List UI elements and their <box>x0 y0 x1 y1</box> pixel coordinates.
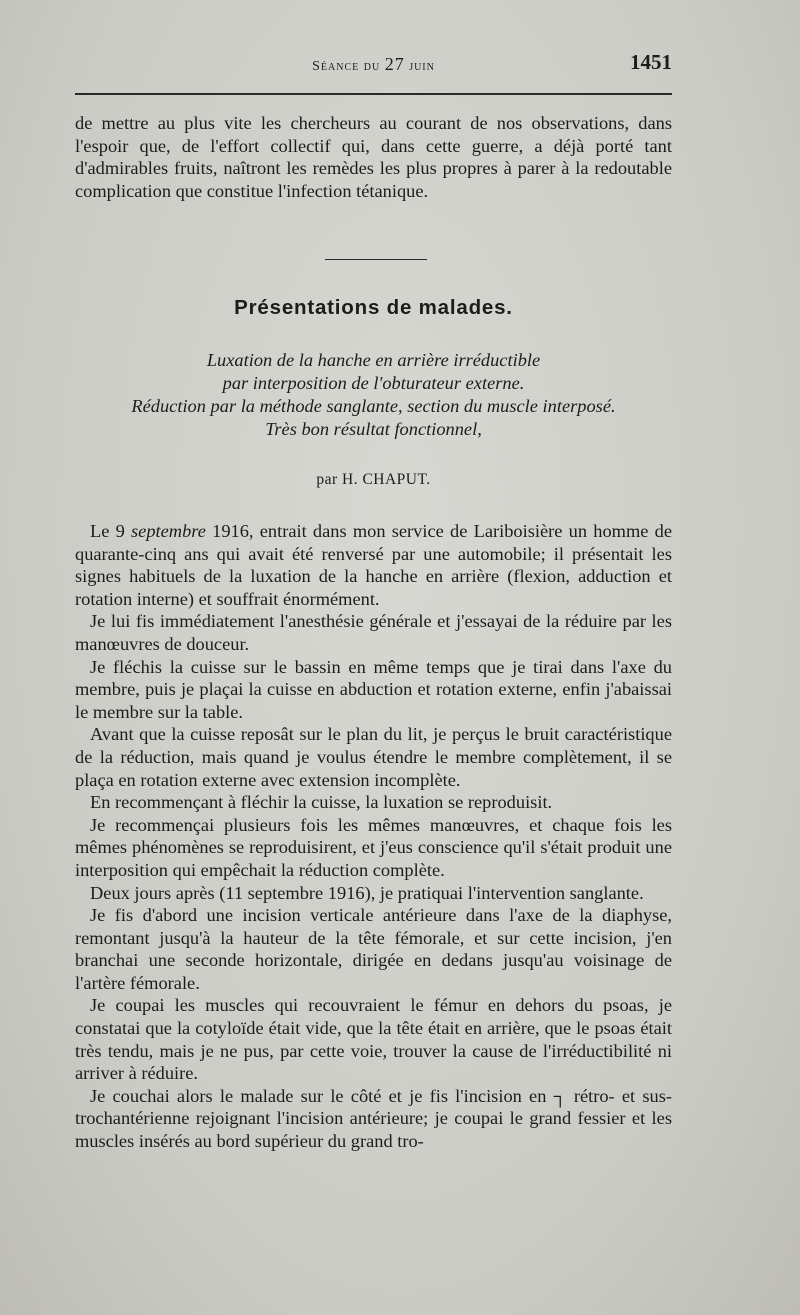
page-number: 1451 <box>630 50 672 74</box>
paragraph-1-month: septembre <box>131 521 206 541</box>
paragraph-3: Je fléchis la cuisse sur le bassin en même temps que je tirai dans l'axe du membre, puis je plaçai la cuisse en abduction et rotation externe, enfin j'abaissai le membre sur la table. <box>75 656 672 722</box>
article-title-line-1: Luxation de la hanche en arrière irréductible <box>206 350 541 370</box>
running-head-date: 27 <box>384 54 405 74</box>
article-title-line-2: par interposition de l'obturateur externe. <box>222 373 525 393</box>
paragraph-1-rest: 1916, entrait dans mon service de Lariboisière un homme de quarante-cinq ans qui avait été renversé par une automobile; il présentait les signes habituels de la luxation de la hanche en arrière (flexion, adduction et rotation interne) et souffrait énormément. <box>75 521 672 609</box>
running-head <box>75 54 672 75</box>
article-title <box>75 349 672 441</box>
page-header <box>75 50 672 80</box>
paragraph-2: Je lui fis immédiatement l'anesthésie générale et j'essayai de la réduire par les manœuvres de douceur. <box>75 611 672 654</box>
section-title: Présentations de malades. <box>234 296 513 319</box>
paragraph-10: Je couchai alors le malade sur le côté et je fis l'incision en ┐ rétro- et sus-trochantérienne rejoignant l'incision antérieure; je coupai le grand fessier et les muscles insérés au bord supérieur du grand tro- <box>75 1085 672 1152</box>
paragraph-6: Je recommençai plusieurs fois les mêmes manœuvres, et chaque fois les mêmes phénomènes se reproduisirent, et j'eus conscience qu'il s'était produit une interposition qui empêchait la réduction complète. <box>75 814 672 880</box>
article-title-line-4: Très bon résultat fonctionnel, <box>265 419 482 439</box>
section-separator <box>325 259 427 260</box>
paragraph-7: Deux jours après (11 septembre 1916), je pratiquai l'intervention sanglante. <box>90 882 644 903</box>
byline: par H. CHAPUT. <box>316 471 431 488</box>
paragraph-1 <box>75 520 672 610</box>
paragraph-9: Je coupai les muscles qui recouvraient le fémur en dehors du psoas, je constatai que la cotyloïde était vide, que la tête était en arrière, que le psoas était très tendu, mais je ne pus, par cette voie, trouver la cause de l'irréductibilité ni arriver à réduire. <box>75 995 672 1084</box>
continuation-paragraph <box>75 112 672 202</box>
header-rule <box>75 93 672 95</box>
paragraph-5: En recommençant à fléchir la cuisse, la luxation se reproduisit. <box>90 792 553 813</box>
continuation-text: de mettre au plus vite les chercheurs au courant de nos observations, dans l'espoir que, de l'effort collectif qui, dans cette guerre, a déjà porté tant d'admirables fruits, naîtront les remèdes les plus propres à parer à la redoutable complication que constitue l'infection tétanique. <box>75 113 672 201</box>
article-body <box>75 520 672 1153</box>
paragraph-4: Avant que la cuisse reposât sur le plan du lit, je perçus le bruit caractéristique de la réduction, mais quand je voulus étendre le membre complètement, il se plaça en rotation externe avec extension incomplète. <box>75 724 672 790</box>
running-head-post: juin <box>404 59 435 74</box>
paragraph-1-start: Le 9 <box>90 521 132 541</box>
paragraph-8: Je fis d'abord une incision verticale antérieure dans l'axe de la diaphyse, remontant jusqu'à la hauteur de la tête fémorale, et sur cette incision, j'en branchai une seconde horizontale, dirigée en dedans jusqu'au voisinage de l'artère fémorale. <box>75 905 672 993</box>
running-head-pre: Séance du <box>312 59 385 74</box>
article-title-line-3: Réduction par la méthode sanglante, section du muscle interposé. <box>131 396 616 416</box>
